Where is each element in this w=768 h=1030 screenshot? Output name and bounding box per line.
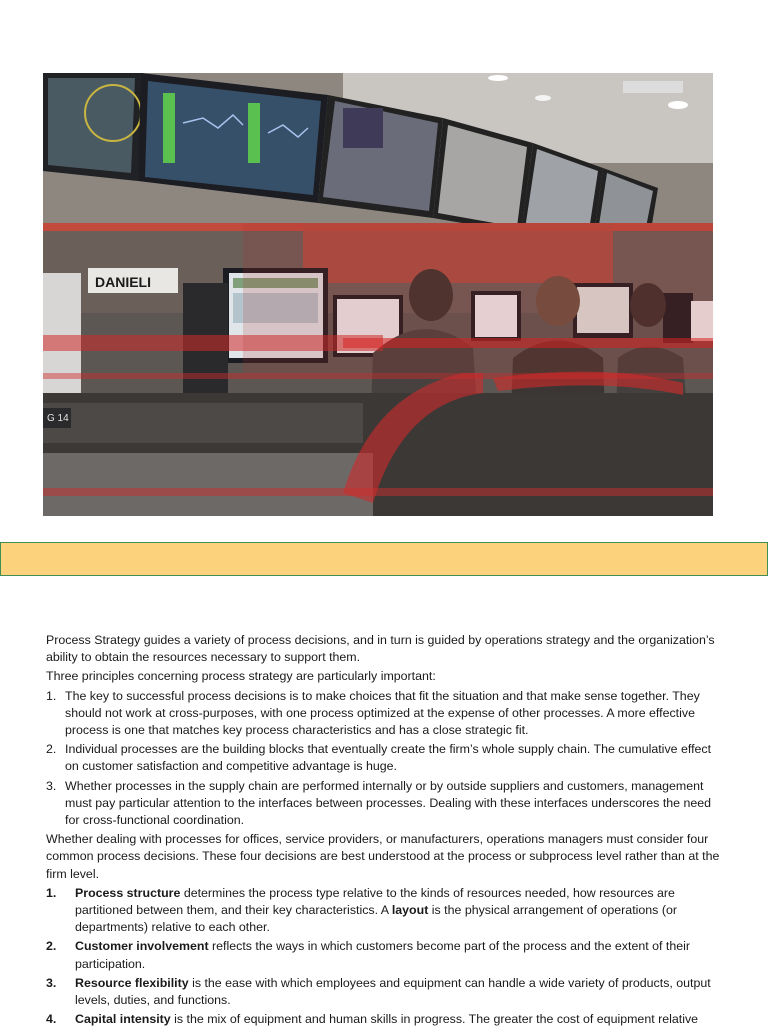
floor-marker: G 14 — [47, 413, 69, 424]
list-item: 3. Resource flexibility is the ease with which employees and equipment can handle a wide variety of products, output levels, duties, and functions. — [46, 975, 711, 1008]
term: Customer involvement — [75, 939, 209, 954]
term: Capital intensity — [75, 1012, 171, 1027]
principles-lead: Three principles concerning process strategy are particularly important: — [46, 669, 436, 684]
list-item: 1. The key to successful process decisions is to make choices that fit the situation and that make sense together. They should not work at cross-purposes, with one process optimized at the expense of other processes. A more effective process is one that matches key process characteristics and has a close strategic fit. — [46, 688, 700, 738]
term: Process structure — [75, 885, 181, 900]
body-text — [46, 632, 726, 1030]
list-item: 2. Individual processes are the building blocks that eventually create the firm’s whole supply chain. The cumulative effect on customer satisfaction and competitive advantage is huge. — [46, 742, 712, 774]
section-banner — [0, 542, 768, 576]
list-item: 2. Customer involvement reflects the ways in which customers become part of the process and the extent of their participation. — [46, 939, 690, 971]
term: layout — [391, 903, 429, 918]
decisions-lead: Whether dealing with processes for offices, service providers, or manufacturers, operations managers must consider four common process decisions. These four decisions are best understood at the process or subprocess level rather than at the firm level. — [46, 832, 720, 881]
term: Resource flexibility — [75, 975, 189, 990]
list-item: 1. Process structure determines the process type relative to the kinds of resources needed, how resources are partitioned between them, and their key characteristics. A layout is the physical arrangement of operations (or departments) relative to each other. — [46, 885, 677, 935]
principles-list — [46, 688, 726, 830]
danieli-sign: DANIELI — [95, 274, 151, 290]
decisions-list — [46, 885, 726, 1029]
intro-paragraph: Process Strategy guides a variety of process decisions, and in turn is guided by operations strategy and the organization’s ability to obtain the resources necessary to support them. — [46, 633, 715, 665]
list-item: 4. Capital intensity is the mix of equipment and human skills in progress. The greater the cost of equipment relative — [46, 1012, 699, 1027]
list-item: 3. Whether processes in the supply chain are performed internally or by outside suppliers and customers, management must pay particular attention to the interfaces between processes. Dealing with these interfaces underscores the need for cross-functional coordination. — [46, 778, 712, 828]
control-room-photo — [43, 73, 713, 516]
